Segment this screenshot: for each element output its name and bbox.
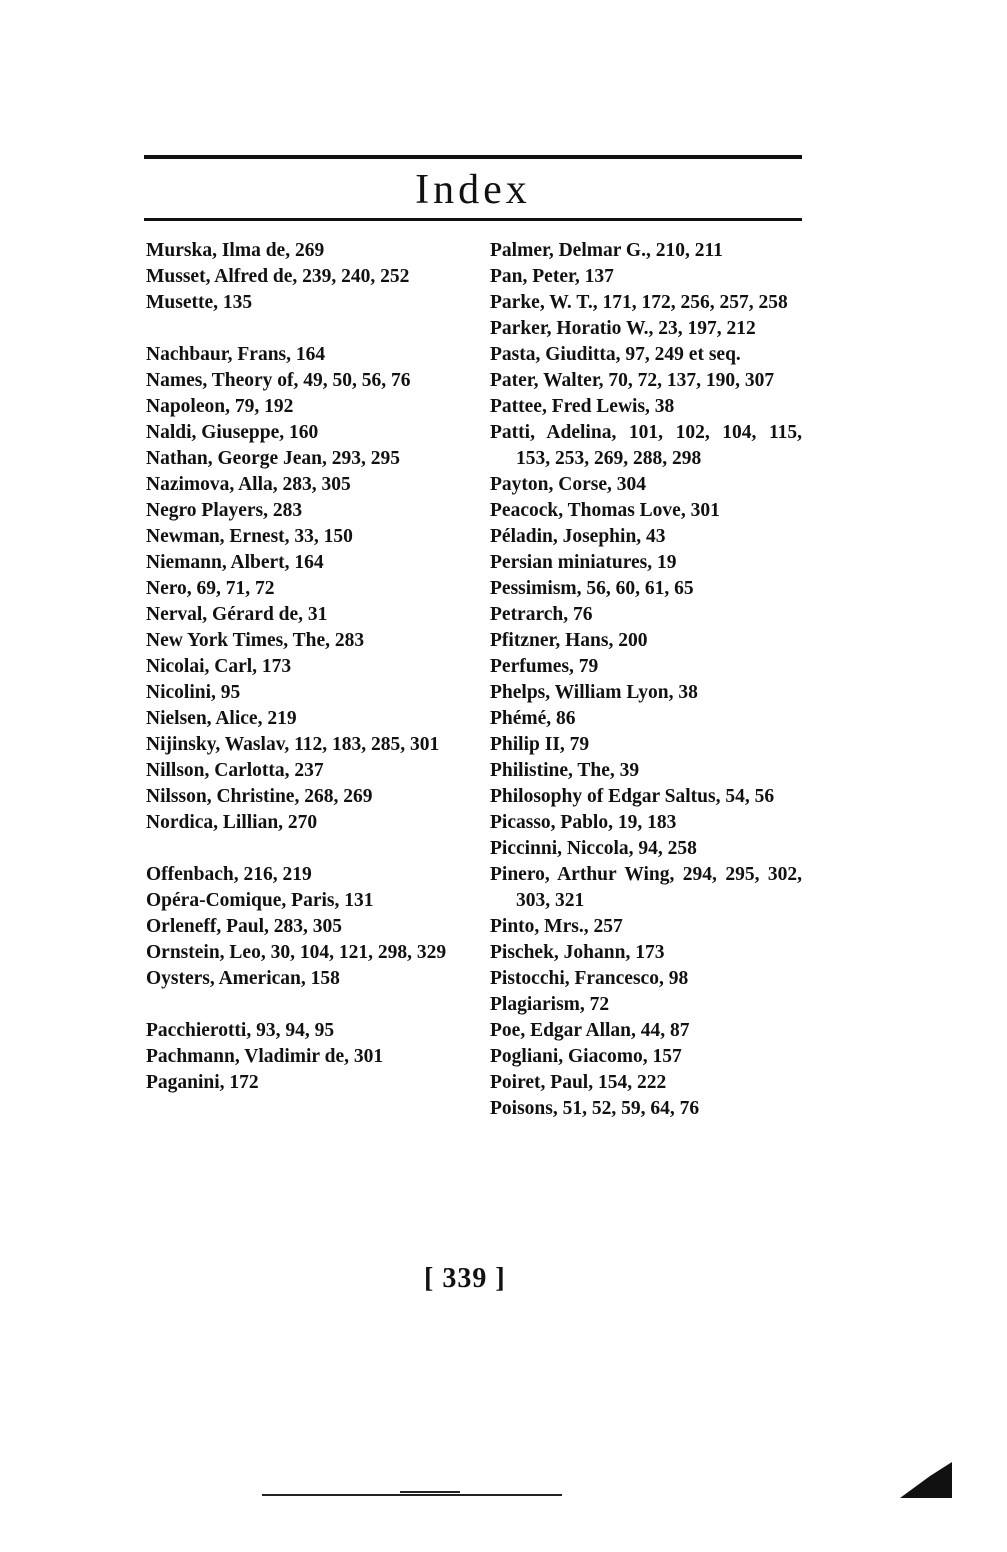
index-column-left	[146, 238, 458, 1096]
index-entry: Pischek, Johann, 173	[490, 942, 665, 963]
index-entry: Nijinsky, Waslav, 112, 183, 285, 301	[146, 734, 440, 755]
page-title: Index	[415, 167, 531, 213]
index-entry: Patti, Adelina, 101, 102, 104, 115, 153, 253, 269, 288, 298	[490, 422, 802, 469]
index-entry: Musette, 135	[146, 292, 253, 313]
footer-rule	[262, 1494, 562, 1496]
index-entry: Offenbach, 216, 219	[146, 864, 312, 885]
index-entry: Petrarch, 76	[490, 604, 593, 625]
index-entry: Niemann, Albert, 164	[146, 552, 324, 573]
index-entry: Perfumes, 79	[490, 656, 599, 677]
index-entry: Pacchierotti, 93, 94, 95	[146, 1020, 335, 1041]
index-entry: Nachbaur, Frans, 164	[146, 344, 326, 365]
index-entry: Philosophy of Edgar Saltus, 54, 56	[490, 786, 775, 807]
index-entry: Nazimova, Alla, 283, 305	[146, 474, 351, 495]
index-entry: Murska, Ilma de, 269	[146, 240, 325, 261]
index-entry: Paganini, 172	[146, 1072, 259, 1093]
index-entry: Pasta, Giuditta, 97, 249 et seq.	[490, 344, 741, 365]
index-entry: Piccinni, Niccola, 94, 258	[490, 838, 697, 859]
page-number: [ 339 ]	[424, 1263, 506, 1294]
index-entry: Pachmann, Vladimir de, 301	[146, 1046, 384, 1067]
index-entry: Philip II, 79	[490, 734, 590, 755]
index-entry: Pan, Peter, 137	[490, 266, 614, 287]
index-entry: New York Times, The, 283	[146, 630, 365, 651]
index-entry: Pistocchi, Francesco, 98	[490, 968, 689, 989]
index-entry: Péladin, Josephin, 43	[490, 526, 666, 547]
index-entry: Picasso, Pablo, 19, 183	[490, 812, 677, 833]
index-entry: Pattee, Fred Lewis, 38	[490, 396, 675, 417]
index-entry: Plagiarism, 72	[490, 994, 610, 1015]
index-entry: Philistine, The, 39	[490, 760, 640, 781]
index-entry: Poe, Edgar Allan, 44, 87	[490, 1020, 690, 1041]
index-entry: Nathan, George Jean, 293, 295	[146, 448, 401, 469]
section-gap	[146, 836, 458, 862]
index-entry: Opéra-Comique, Paris, 131	[146, 890, 374, 911]
index-entry: Pater, Walter, 70, 72, 137, 190, 307	[490, 370, 775, 391]
index-entry: Nerval, Gérard de, 31	[146, 604, 328, 625]
index-entry: Orleneff, Paul, 283, 305	[146, 916, 343, 937]
index-entry: Nielsen, Alice, 219	[146, 708, 297, 729]
index-entry: Pfitzner, Hans, 200	[490, 630, 648, 651]
index-entry: Nordica, Lillian, 270	[146, 812, 318, 833]
index-entry: Persian miniatures, 19	[490, 552, 677, 573]
index-entry: Nicolini, 95	[146, 682, 241, 703]
index-entry: Palmer, Delmar G., 210, 211	[490, 240, 723, 261]
index-entry: Nero, 69, 71, 72	[146, 578, 275, 599]
index-entry: Oysters, American, 158	[146, 968, 340, 989]
index-entry: Pinero, Arthur Wing, 294, 295, 302, 303, 321	[490, 864, 802, 911]
index-entry: Nilsson, Christine, 268, 269	[146, 786, 373, 807]
index-entry: Parke, W. T., 171, 172, 256, 257, 258	[490, 292, 788, 313]
footer-rule-accent	[400, 1491, 460, 1493]
index-entry: Pinto, Mrs., 257	[490, 916, 623, 937]
index-entry: Ornstein, Leo, 30, 104, 121, 298, 329	[146, 942, 447, 963]
index-entry: Negro Players, 283	[146, 500, 303, 521]
section-gap	[146, 316, 458, 342]
title-rule	[144, 218, 802, 221]
index-entry: Payton, Corse, 304	[490, 474, 646, 495]
index-entry: Nicolai, Carl, 173	[146, 656, 292, 677]
index-entry: Peacock, Thomas Love, 301	[490, 500, 720, 521]
index-entry: Naldi, Giuseppe, 160	[146, 422, 319, 443]
index-entry: Pessimism, 56, 60, 61, 65	[490, 578, 694, 599]
index-entry: Phelps, William Lyon, 38	[490, 682, 698, 703]
index-entry: Phémé, 86	[490, 708, 576, 729]
index-entry: Pogliani, Giacomo, 157	[490, 1046, 682, 1067]
index-column-right	[490, 238, 802, 1122]
top-rule	[144, 155, 802, 159]
index-entry: Newman, Ernest, 33, 150	[146, 526, 353, 547]
page-corner-mark	[900, 1462, 952, 1498]
index-entry: Musset, Alfred de, 239, 240, 252	[146, 266, 410, 287]
index-entry: Parker, Horatio W., 23, 197, 212	[490, 318, 756, 339]
index-entry: Poiret, Paul, 154, 222	[490, 1072, 667, 1093]
section-gap	[146, 992, 458, 1018]
index-entry: Napoleon, 79, 192	[146, 396, 294, 417]
index-entry: Poisons, 51, 52, 59, 64, 76	[490, 1098, 700, 1119]
index-entry: Names, Theory of, 49, 50, 56, 76	[146, 370, 411, 391]
index-entry: Nillson, Carlotta, 237	[146, 760, 324, 781]
